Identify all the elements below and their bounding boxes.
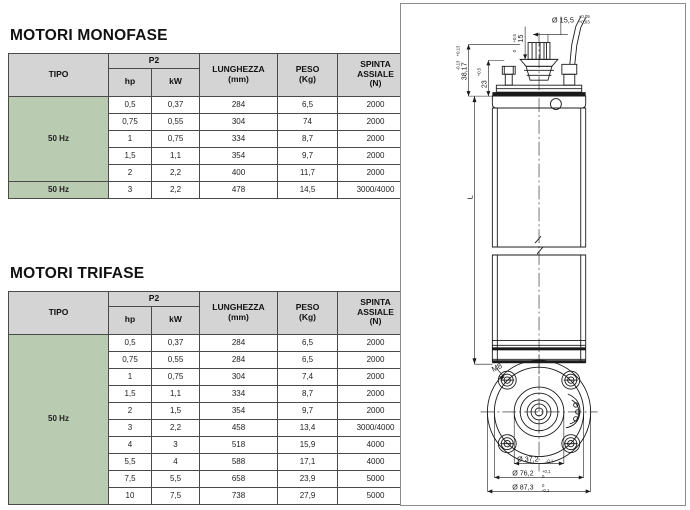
dim-thread-m8: M8 xyxy=(490,361,504,374)
cell-hp: 1,5 xyxy=(109,147,152,164)
header-spinta-line1: SPINTA xyxy=(360,296,391,307)
header-p2: P2 xyxy=(109,53,200,68)
cell-hp: 1,5 xyxy=(109,385,152,402)
dim-tol-3817-upper: +0,13 xyxy=(455,45,461,57)
cell-kw: 1,1 xyxy=(152,147,200,164)
cell-lunghezza: 458 xyxy=(200,419,278,436)
header-tipo: TIPO xyxy=(9,53,109,96)
cell-hp: 3 xyxy=(109,181,152,198)
bolt-boss-top-right xyxy=(562,371,580,389)
cell-hp: 10 xyxy=(109,487,152,504)
header-spinta-line2: ASSIALE xyxy=(357,68,394,79)
section-title-trifase: MOTORI TRIFASE xyxy=(10,265,145,282)
cell-spinta: 3000/4000 xyxy=(338,181,414,198)
bolt-boss-bottom-right xyxy=(562,435,580,453)
cell-lunghezza: 354 xyxy=(200,147,278,164)
cell-peso: 6,5 xyxy=(278,351,338,368)
dim-tol-shaft-lower: +0,03 xyxy=(578,19,590,25)
header-lunghezza-label: LUNGHEZZA xyxy=(212,301,265,312)
dimension-texts-top xyxy=(456,14,591,199)
cell-hp: 0,75 xyxy=(109,351,152,368)
header-lunghezza-unit: (mm) xyxy=(228,73,249,84)
cell-spinta: 2000 xyxy=(338,164,414,181)
cell-lunghezza: 400 xyxy=(200,164,278,181)
header-hp: hp xyxy=(109,306,152,334)
dim-length-L: L xyxy=(465,195,475,200)
cell-spinta: 5000 xyxy=(338,487,414,504)
motor-side-view xyxy=(492,17,585,374)
cable-exit-detail xyxy=(566,394,580,428)
technical-drawing-panel xyxy=(400,3,686,506)
cell-kw: 3 xyxy=(152,436,200,453)
cell-lunghezza: 284 xyxy=(200,96,278,113)
cell-peso: 14,5 xyxy=(278,181,338,198)
cell-peso: 13,4 xyxy=(278,419,338,436)
cell-kw: 0,55 xyxy=(152,113,200,130)
dimension-texts-bottom xyxy=(490,361,554,493)
cell-peso: 27,9 xyxy=(278,487,338,504)
cell-kw: 1,5 xyxy=(152,402,200,419)
cell-peso: 7,4 xyxy=(278,368,338,385)
cell-kw: 2,2 xyxy=(152,419,200,436)
dim-diameter-372: Ø 37,2 xyxy=(517,455,539,464)
header-lunghezza-label: LUNGHEZZA xyxy=(212,63,265,74)
header-lunghezza-unit: (mm) xyxy=(228,311,249,322)
section-title-monofase: MOTORI MONOFASE xyxy=(10,27,168,44)
dim-height-23: 23 xyxy=(480,80,489,89)
header-tipo: TIPO xyxy=(9,291,109,334)
cell-hp: 5,5 xyxy=(109,453,152,470)
motor-technical-drawing xyxy=(401,4,685,505)
cell-hp: 0,5 xyxy=(109,96,152,113)
cell-spinta: 2000 xyxy=(338,113,414,130)
cell-spinta: 2000 xyxy=(338,351,414,368)
header-peso-unit: (Kg) xyxy=(299,73,316,84)
tipo-cell: 50 Hz xyxy=(9,181,109,198)
cell-kw: 2,2 xyxy=(152,181,200,198)
dim-diameter-shaft: Ø 15,5 xyxy=(551,15,574,25)
dim-height-15: 15 xyxy=(517,34,526,43)
cell-lunghezza: 518 xyxy=(200,436,278,453)
cell-hp: 2 xyxy=(109,402,152,419)
cell-peso: 8,7 xyxy=(278,385,338,402)
dim-tol-762-lower: 0 xyxy=(542,473,545,479)
table-motori-trifase xyxy=(8,291,414,505)
dim-diameter-873: Ø 87,3 xyxy=(512,483,534,492)
header-peso-unit: (Kg) xyxy=(299,311,316,322)
dim-tol-shaft-upper: +0,05 xyxy=(578,14,590,20)
cell-lunghezza: 334 xyxy=(200,130,278,147)
cell-lunghezza: 588 xyxy=(200,453,278,470)
cell-hp: 2 xyxy=(109,164,152,181)
cell-hp: 7,5 xyxy=(109,470,152,487)
header-peso xyxy=(278,291,338,334)
dim-tol-15-upper: +0,5 xyxy=(512,34,518,43)
header-spinta-unit: (N) xyxy=(369,316,382,327)
cell-kw: 0,75 xyxy=(152,368,200,385)
cell-spinta: 2000 xyxy=(338,334,414,351)
cell-kw: 0,75 xyxy=(152,130,200,147)
header-peso xyxy=(278,53,338,96)
header-spinta-line2: ASSIALE xyxy=(357,306,394,317)
dim-tol-762-upper: +0,1 xyxy=(542,468,551,474)
header-kw: kW xyxy=(152,306,200,334)
bolt-boss-bottom-left xyxy=(498,435,516,453)
cell-spinta: 4000 xyxy=(338,436,414,453)
dim-tol-15-lower: 0 xyxy=(512,50,518,53)
cell-hp: 0,75 xyxy=(109,113,152,130)
cell-kw: 0,37 xyxy=(152,334,200,351)
cell-spinta: 3000/4000 xyxy=(338,419,414,436)
dimension-lines-top xyxy=(467,17,568,365)
cell-peso: 74 xyxy=(278,113,338,130)
cell-hp: 3 xyxy=(109,419,152,436)
cell-kw: 4 xyxy=(152,453,200,470)
cell-kw: 5,5 xyxy=(152,470,200,487)
dim-tol-873-lower: -0,1 xyxy=(542,487,550,493)
table-row xyxy=(9,96,414,113)
dim-tol-873-upper: 0 xyxy=(542,482,545,488)
left-bolt-boss xyxy=(502,66,515,85)
header-peso-label: PESO xyxy=(295,301,320,312)
cable-gland xyxy=(562,17,586,86)
cell-spinta: 2000 xyxy=(338,96,414,113)
header-kw: kW xyxy=(152,68,200,96)
cell-lunghezza: 334 xyxy=(200,385,278,402)
cell-lunghezza: 284 xyxy=(200,351,278,368)
cell-peso: 6,5 xyxy=(278,334,338,351)
cell-kw: 0,55 xyxy=(152,351,200,368)
cell-lunghezza: 738 xyxy=(200,487,278,504)
cell-kw: 2,2 xyxy=(152,164,200,181)
cell-spinta: 2000 xyxy=(338,368,414,385)
cell-spinta: 4000 xyxy=(338,453,414,470)
cell-lunghezza: 658 xyxy=(200,470,278,487)
dim-tol-372: -0,1 xyxy=(545,458,554,464)
cell-spinta: 5000 xyxy=(338,470,414,487)
cell-kw: 0,37 xyxy=(152,96,200,113)
cell-peso: 8,7 xyxy=(278,130,338,147)
header-peso-label: PESO xyxy=(295,63,320,74)
cell-lunghezza: 304 xyxy=(200,113,278,130)
table-body-monofase xyxy=(9,96,414,198)
cell-peso: 6,5 xyxy=(278,96,338,113)
cell-hp: 1 xyxy=(109,130,152,147)
cell-spinta: 2000 xyxy=(338,402,414,419)
tipo-cell: 50 Hz xyxy=(9,334,109,504)
table-row xyxy=(9,181,414,198)
cell-spinta: 2000 xyxy=(338,147,414,164)
cell-peso: 11,7 xyxy=(278,164,338,181)
cell-spinta: 2000 xyxy=(338,130,414,147)
cell-peso: 17,1 xyxy=(278,453,338,470)
cell-hp: 4 xyxy=(109,436,152,453)
header-lunghezza xyxy=(200,53,278,96)
cell-hp: 0,5 xyxy=(109,334,152,351)
dim-tol-23: +0,5 xyxy=(476,67,482,77)
cell-peso: 9,7 xyxy=(278,402,338,419)
section-motori-monofase xyxy=(8,28,414,199)
cell-peso: 15,9 xyxy=(278,436,338,453)
cell-lunghezza: 284 xyxy=(200,334,278,351)
header-lunghezza xyxy=(200,291,278,334)
table-row xyxy=(9,334,414,351)
cell-lunghezza: 478 xyxy=(200,181,278,198)
cell-kw: 7,5 xyxy=(152,487,200,504)
header-spinta-unit: (N) xyxy=(369,78,382,89)
cell-hp: 1 xyxy=(109,368,152,385)
cell-kw: 1,1 xyxy=(152,385,200,402)
header-spinta-line1: SPINTA xyxy=(360,58,391,69)
section-motori-trifase xyxy=(8,266,414,505)
table-body-trifase xyxy=(9,334,414,504)
cell-lunghezza: 304 xyxy=(200,368,278,385)
cell-peso: 9,7 xyxy=(278,147,338,164)
cell-lunghezza: 354 xyxy=(200,402,278,419)
table-motori-monofase xyxy=(8,53,414,199)
cell-spinta: 2000 xyxy=(338,385,414,402)
header-hp: hp xyxy=(109,68,152,96)
cell-peso: 23,9 xyxy=(278,470,338,487)
dim-height-3817: 38,17 xyxy=(460,62,469,81)
tipo-cell: 50 Hz xyxy=(9,96,109,181)
dim-diameter-762: Ø 76,2 xyxy=(512,469,534,478)
header-p2: P2 xyxy=(109,291,200,306)
dim-tol-3817-lower: -0,13 xyxy=(455,60,461,71)
